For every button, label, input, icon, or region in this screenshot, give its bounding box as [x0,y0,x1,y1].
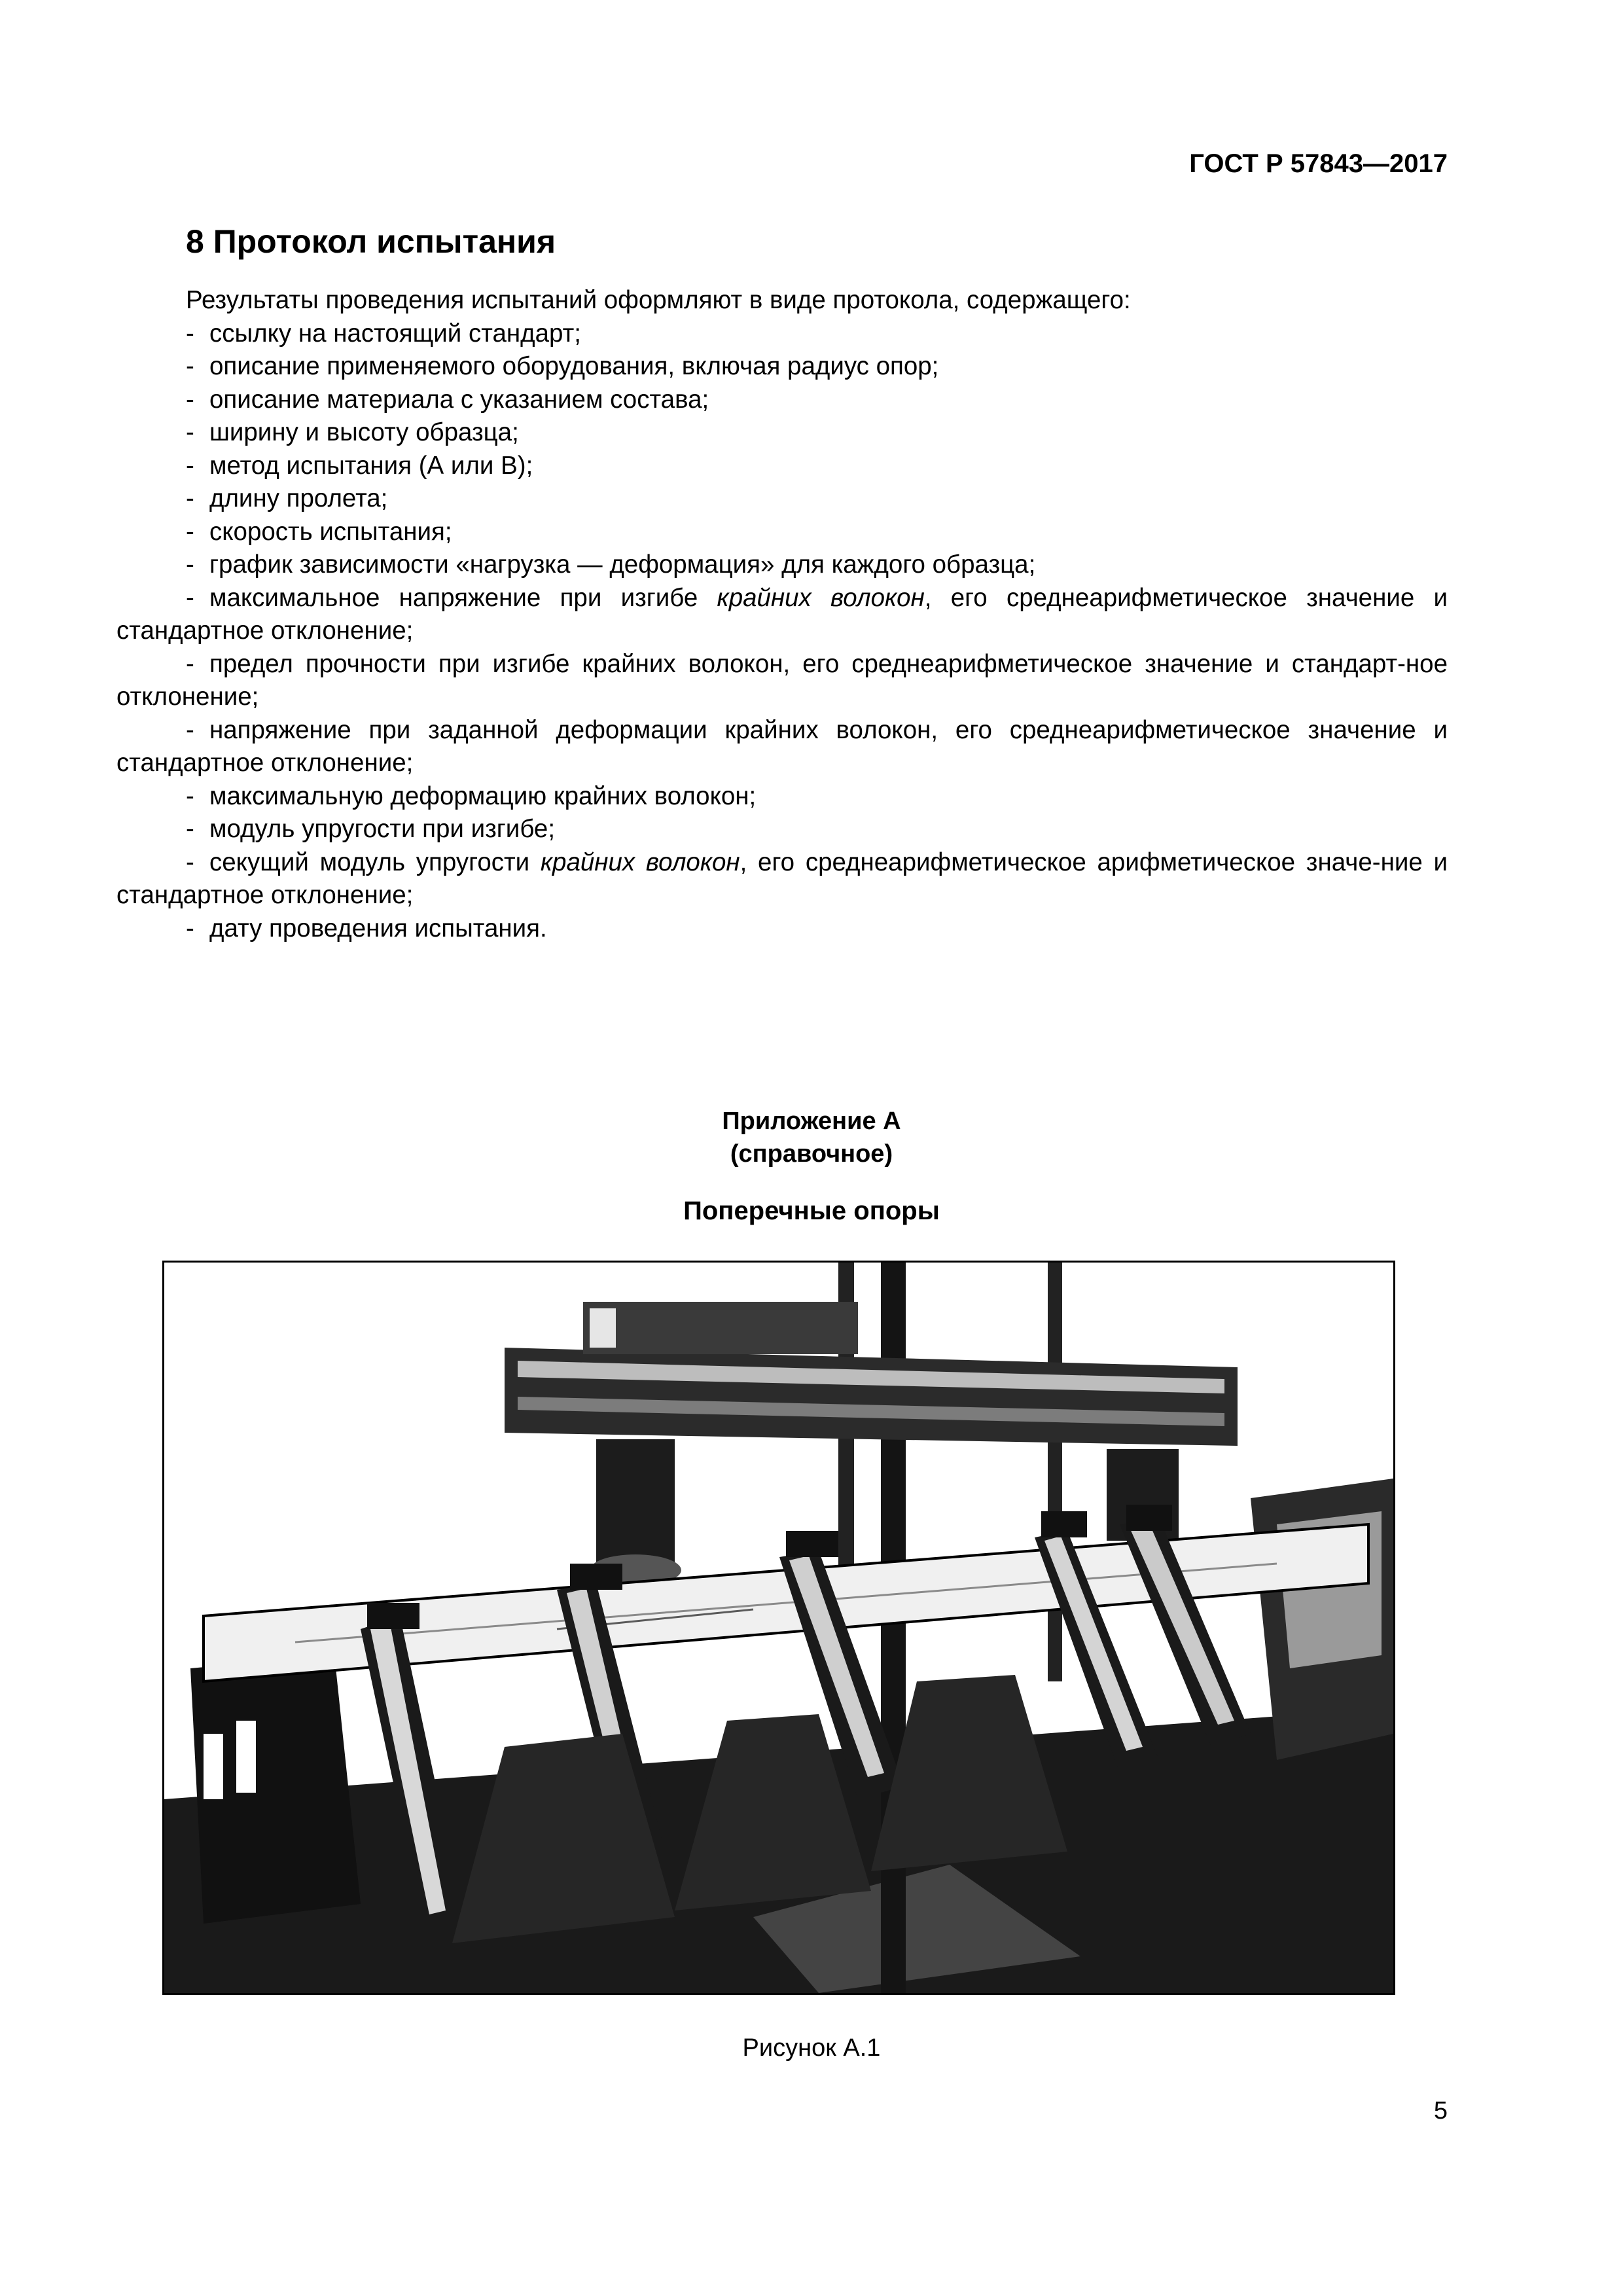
list-item: - ширину и высоту образца; [116,416,1448,450]
appendix-title: Приложение А [722,1107,901,1135]
list-item: - предел прочности при изгибе крайних волокон, его среднеарифметическое значение и стандарт-ное отклонение; [116,648,1448,714]
list-dash: - [186,914,194,942]
list-item: - дату проведения испытания. [116,912,1448,946]
list-dash: - [186,517,194,546]
list-dash: - [186,451,194,480]
list-dash: - [186,649,194,678]
list-dash: - [186,715,194,744]
list-item-secant-modulus: - секущий модуль упругости крайних волокон, его среднеарифметическое арифметическое значе-ние и стандартное отклонение; [116,846,1448,912]
list-item: - график зависимости «нагрузка — деформация» для каждого образца; [116,548,1448,582]
supports-photo-illustration [164,1263,1393,1993]
list-item: - описание материала с указанием состава; [116,384,1448,417]
list-dash: - [186,352,194,380]
list-item: - длину пролета; [116,482,1448,516]
list-dash: - [186,319,194,348]
list-item-max-stress: - максимальное напряжение при изгибе крайних волокон, его среднеарифметическое значение и стандартное отклонение; [116,582,1448,648]
list-dash: - [186,815,194,843]
figure-title: Поперечные опоры [683,1196,940,1225]
list-dash: - [186,848,194,876]
standard-code: ГОСТ Р 57843—2017 [1189,149,1448,178]
list-dash: - [186,781,194,810]
figure-photo-transverse-supports [162,1261,1395,1995]
list-item: - напряжение при заданной деформации крайних волокон, его среднеарифметическое значение и стандартное отклонение; [116,714,1448,780]
list-dash: - [186,550,194,579]
list-item: - метод испытания (А или В); [116,450,1448,483]
emphasis-fibers: крайних волокон [540,848,740,876]
list-dash: - [186,385,194,414]
list-item: - ссылку на настоящий стандарт; [116,317,1448,351]
list-dash: - [186,418,194,446]
protocol-section [116,284,1448,945]
page-number: 5 [1433,2097,1448,2125]
list-item: - модуль упругости при изгибе; [116,813,1448,846]
emphasis-fibers: крайних волокон [717,583,925,612]
list-item: - описание применяемого оборудования, включая радиус опор; [116,350,1448,384]
list-item: - скорость испытания; [116,516,1448,549]
protocol-intro: Результаты проведения испытаний оформляют в виде протокола, содержащего: [186,286,1131,314]
figure-caption: Рисунок А.1 [742,2034,881,2062]
list-item: - максимальную деформацию крайних волокон; [116,780,1448,814]
list-dash: - [186,583,194,612]
list-dash: - [186,484,194,512]
section-title: 8 Протокол испытания [186,223,556,260]
appendix-subtitle: (справочное) [730,1140,893,1168]
